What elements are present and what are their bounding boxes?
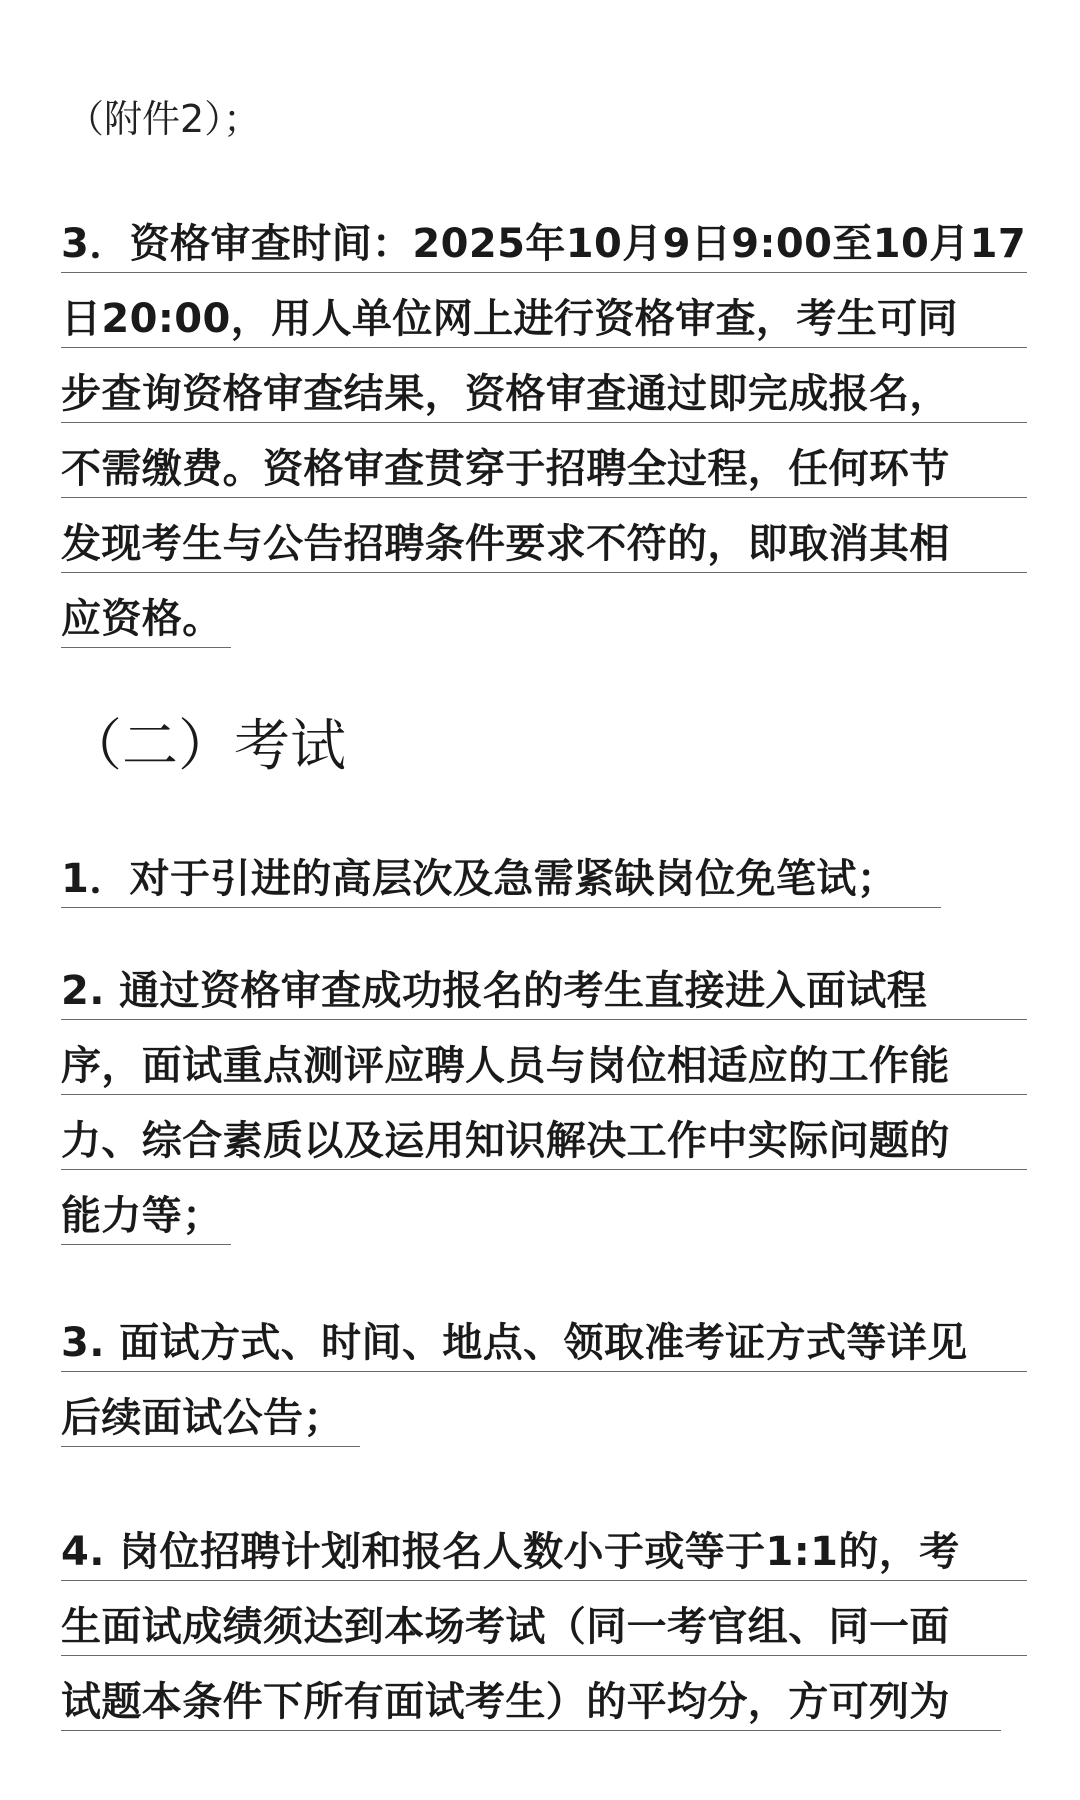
- exam-item-4-line-3: 试题本条件下所有面试考生）的平均分，方可列为: [61, 1674, 1001, 1731]
- exam-item-3-line-2: 后续面试公告；: [61, 1390, 360, 1447]
- exam-item-4-line-1: 4. 岗位招聘计划和报名人数小于或等于1:1的，考: [61, 1524, 1027, 1581]
- exam-item-2-line-1: 2. 通过资格审查成功报名的考生直接进入面试程: [61, 963, 1027, 1020]
- qualification-review-line-1: 3．资格审查时间：2025年10月9日9:00至10月17: [61, 216, 1027, 273]
- exam-item-1-line-1: 1．对于引进的高层次及急需紧缺岗位免笔试；: [61, 851, 941, 908]
- qualification-review-line-5: 发现考生与公告招聘条件要求不符的，即取消其相: [61, 516, 1027, 573]
- exam-item-3-line-1: 3. 面试方式、时间、地点、领取准考证方式等详见: [61, 1315, 1027, 1372]
- attachment-note: （附件2）；: [66, 97, 262, 141]
- qualification-review-line-2: 日20:00，用人单位网上进行资格审查，考生可同: [61, 291, 1027, 348]
- exam-item-2-line-2: 序，面试重点测评应聘人员与岗位相适应的工作能: [61, 1038, 1027, 1095]
- exam-item-2-line-4: 能力等；: [61, 1188, 231, 1245]
- qualification-review-line-4: 不需缴费。资格审查贯穿于招聘全过程，任何环节: [61, 441, 1027, 498]
- qualification-review-line-6: 应资格。: [61, 591, 231, 648]
- exam-item-4-line-2: 生面试成绩须达到本场考试（同一考官组、同一面: [61, 1599, 1027, 1656]
- exam-item-2-line-3: 力、综合素质以及运用知识解决工作中实际问题的: [61, 1113, 1027, 1170]
- section-heading-exam: （二）考试: [66, 714, 346, 779]
- qualification-review-line-3: 步查询资格审查结果，资格审查通过即完成报名，: [61, 366, 1027, 423]
